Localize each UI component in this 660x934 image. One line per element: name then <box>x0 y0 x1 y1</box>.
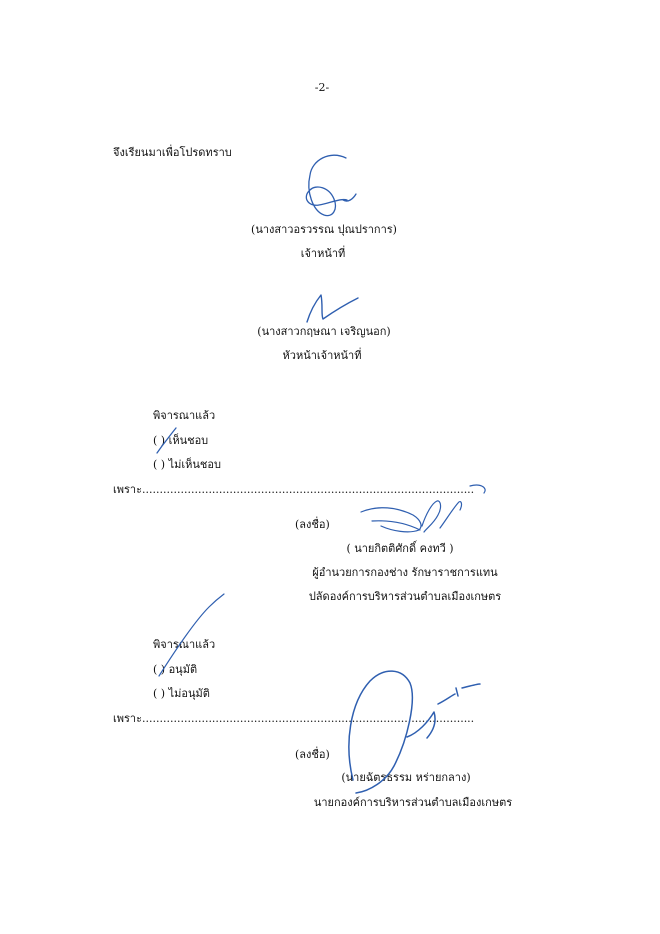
head-officer-title: หัวหน้าเจ้าหน้าที่ <box>282 349 362 362</box>
review1-option-agree: ( ) เห็นชอบ <box>153 434 209 447</box>
review1-signer-name: ( นายกิตติศักดิ์ คงทวี ) <box>346 542 454 555</box>
review1-sign-label: (ลงชื่อ) <box>295 518 330 531</box>
review1-option-disagree: ( ) ไม่เห็นชอบ <box>153 458 221 471</box>
review2-signer-name: (นายฉัตรธรรม หร่ายกลาง) <box>341 771 471 784</box>
review1-position-1: ผู้อำนวยการกองช่าง รักษาราชการแทน <box>312 566 498 579</box>
review1-position-2: ปลัดองค์การบริหารส่วนตำบลเมืองเกษตร <box>308 590 502 603</box>
officer-signature <box>306 155 356 215</box>
review2-position: นายกองค์การบริหารส่วนตำบลเมืองเกษตร <box>313 796 513 809</box>
review2-heading: พิจารณาแล้ว <box>153 638 216 651</box>
review2-option-reject: ( ) ไม่อนุมัติ <box>153 687 210 700</box>
review2-because-line: เพราะ............................................................................................... <box>113 712 475 725</box>
officer-name: (นางสาวอรวรรณ ปุณปราการ) <box>251 223 397 236</box>
review1-heading: พิจารณาแล้ว <box>153 409 216 422</box>
review2-option-approve: ( ) อนุมัติ <box>153 663 198 676</box>
officer-title: เจ้าหน้าที่ <box>300 247 346 260</box>
review1-because-line: เพราะ............................................................................................... <box>113 483 475 496</box>
review2-sign-label: (ลงชื่อ) <box>295 748 330 761</box>
head-officer-name: (นางสาวกฤษณา เจริญนอก) <box>257 325 391 338</box>
closing-text: จึงเรียนมาเพื่อโปรดทราบ <box>113 146 232 159</box>
head-officer-signature <box>307 295 358 322</box>
page-number: -2- <box>314 81 330 94</box>
